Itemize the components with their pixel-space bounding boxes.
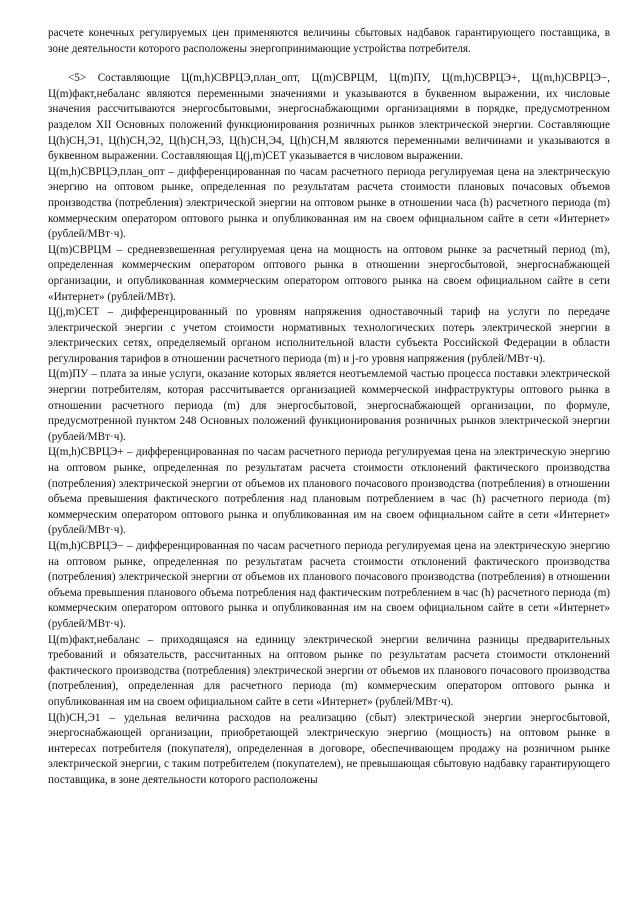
definition-svrce-plan: Ц(m,h)СВРЦЭ,план_опт – дифференцированная по часам расчетного периода регулируемая цена на электрическую энергию на оптовом рынке, определенная по результатам расчета стоимости плановых почасовых объемов производства (потребления) электрической энергии на оптовом рынке в отношении часа (h) расчетного периода (m) коммерческим оператором оптового рынка и опубликованная им на своем официальном сайте в сети «Интернет» (рублей/МВт·ч).	[48, 165, 610, 241]
footnote-5: <5> Составляющие Ц(m,h)СВРЦЭ,план_опт, Ц(m)СВРЦМ, Ц(m)ПУ, Ц(m,h)СВРЦЭ+, Ц(m,h)СВРЦЭ−, Ц(m)факт,небаланс являются переменными значениями и указываются в буквенном выражении, их числовые значения рассчитываются энергосбытовыми, энергоснабжающими организациями в порядке, предусмотренном разделом XII Основных положений функционирования розничных рынков электрической энергии. Составляющие Ц(h)СН,Э1, Ц(h)СН,Э2, Ц(h)СН,Э3, Ц(h)СН,Э4, Ц(h)СН,М являются переменными величинами и указываются в буквенном выражении. Составляющая Ц(j,m)СЕТ указывается в числовом выражении.	[48, 72, 610, 163]
definition-set: Ц(j,m)СЕТ – дифференцированный по уровням напряжения одноставочный тариф на услуги по передаче электрической энергии с учетом стоимости нормативных технологических потерь электрической энергии в электрических сетях, определяемый органом исполнительной власти субъекта Российской Федерации в области регулирования тарифов в отношении расчетного периода (m) и j-го уровня напряжения (рублей/МВт·ч).	[48, 306, 610, 365]
definition-fakt-nebalans: Ц(m)факт,небаланс – приходящаяся на единицу электрической энергии величина разницы предварительных требований и обязательств, рассчитанных на оптовом рынке по результатам расчета стоимости отклонений фактического производства (потребления) электрической энергии от объемов их планового почасового производства (потребления), определенная для расчетного периода (m) коммерческим оператором оптового рынка и опубликованная им на своем официальном сайте в сети «Интернет» (рублей/МВт·ч).	[48, 633, 610, 708]
paragraph-continuation: расчете конечных регулируемых цен применяются величины сбытовых надбавок гарантирующего поставщика, в зоне деятельности которого расположены энергопринимающие устройства потребителя.	[48, 27, 610, 55]
document-page	[48, 26, 610, 789]
definition-svrce-minus: Ц(m,h)СВРЦЭ− – дифференцированная по часам расчетного периода регулируемая цена на электрическую энергию на оптовом рынке, определенная по результатам расчета стоимости отклонений фактического производства (потребления) электрической энергии от объемов их планового почасового производства (потребления) в отношении объема превышения планового объема потребления над фактическим потреблением в час (h) расчетного периода (m) коммерческим оператором оптового рынка и опубликованная им на своем официальном сайте в сети «Интернет» (рублей/МВт·ч).	[48, 540, 610, 630]
definition-pu: Ц(m)ПУ – плата за иные услуги, оказание которых является неотъемлемой частью процесса поставки электрической энергии потребителям, которая рассчитывается организацией коммерческой инфраструктуры оптового рынка в отношении расчетного периода (m) для энергосбытовой, энергоснабжающей организации, по формуле, предусмотренной пунктом 248 Основных положений функционирования розничных рынков электрической энергии (рублей/МВт·ч).	[48, 368, 610, 443]
definition-sn-e1: Ц(h)СН,Э1 – удельная величина расходов на реализацию (сбыт) электрической энергии энергосбытовой, энергоснабжающей организации, приобретающей электрическую энергию (мощность) на оптовом рынке в интересах потребителя (покупателя), определенная в договоре, обеспечивающем продажу на розничном рынке электрической энергии, с таким потребителем (покупателем), не превышающая сбытовую надбавку гарантирующего поставщика, в зоне деятельности которого расположены	[48, 711, 610, 786]
definition-svrce-plus: Ц(m,h)СВРЦЭ+ – дифференцированная по часам расчетного периода регулируемая цена на электрическую энергию на оптовом рынке, определенная по результатам расчета стоимости отклонений фактического производства (потребления) электрической энергии от объемов их планового почасового производства (потребления) в отношении объема превышения фактического потребления над плановым потреблением в час (h) расчетного периода (m) коммерческим оператором оптового рынка и опубликованная им на своем официальном сайте в сети «Интернет» (рублей/МВт·ч).	[48, 446, 610, 537]
definition-svrcm: Ц(m)СВРЦМ – средневзвешенная регулируемая цена на мощность на оптовом рынке за расчетный период (m), определенная коммерческим оператором оптового рынка в отношении энергосбытовой, энергоснабжающей организации, и опубликованная коммерческим оператором оптового рынка на своем официальном сайте в сети «Интернет» (рублей/МВт).	[48, 243, 610, 303]
